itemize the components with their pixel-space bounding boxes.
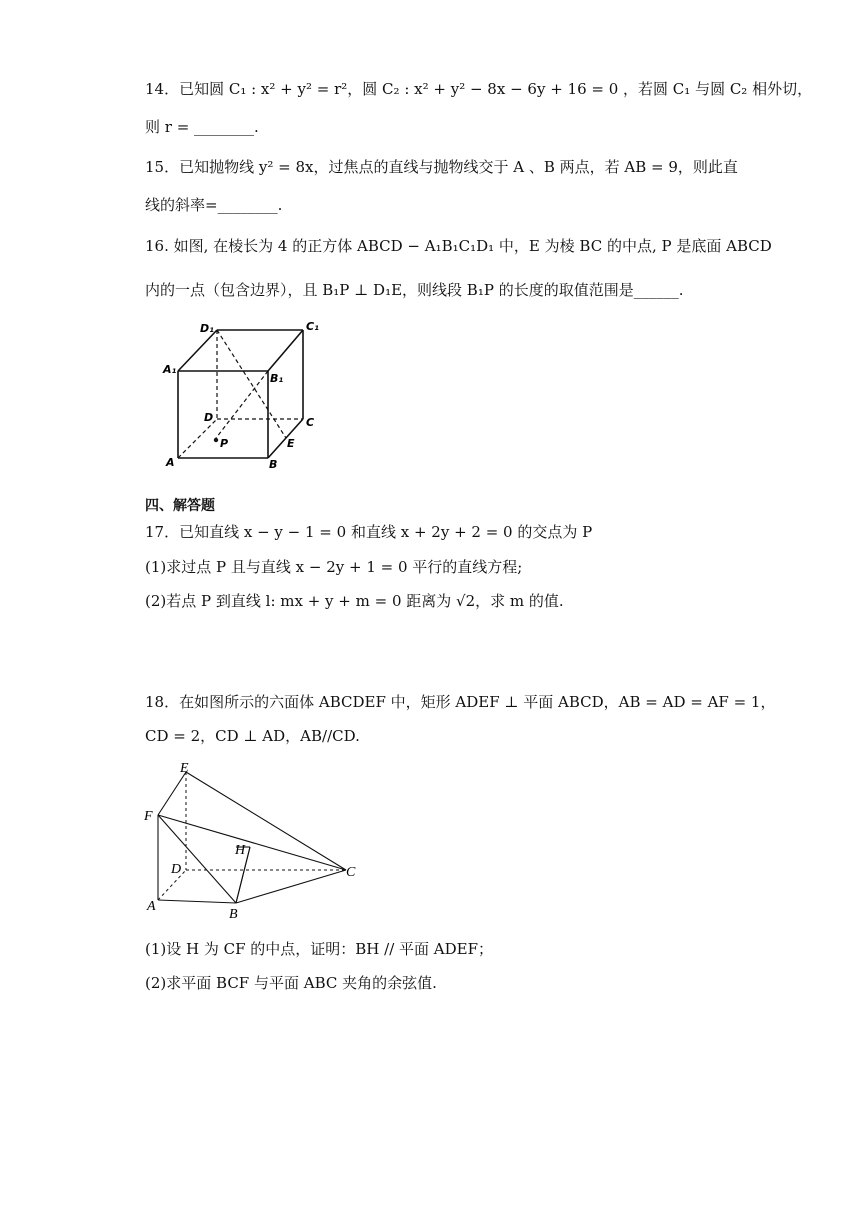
q18-part2: (2)求平面 BCF 与平面 ABC 夹角的余弦值. bbox=[145, 974, 437, 992]
hexahedron-figure bbox=[140, 758, 370, 923]
cube-label-d: D bbox=[204, 411, 214, 424]
q15-line2: 线的斜率=________. bbox=[145, 196, 283, 214]
point-p-marker bbox=[214, 438, 218, 442]
q18-line1: 18．在如图所示的六面体 ABCDEF 中，矩形 ADEF ⊥ 平面 ABCD，AB = AD = AF = 1， bbox=[145, 693, 776, 711]
cube-label-c: C bbox=[306, 416, 315, 429]
hex-label-e: E bbox=[180, 761, 189, 776]
q16-line2: 内的一点（包含边界），且 B₁P ⊥ D₁E，则线段 B₁P 的长度的取值范围是______. bbox=[145, 281, 684, 299]
cube-label-a1: A₁ bbox=[163, 363, 177, 376]
q17-line1: 17．已知直线 x − y − 1 = 0 和直线 x + 2y + 2 = 0 的交点为 P bbox=[145, 523, 593, 541]
cube-label-p: P bbox=[220, 437, 229, 450]
cube-label-e: E bbox=[287, 437, 295, 450]
hex-label-f: F bbox=[144, 809, 153, 824]
hex-label-c: C bbox=[346, 865, 356, 880]
hex-label-b: B bbox=[229, 907, 238, 922]
cube-figure bbox=[160, 318, 330, 478]
q17-line2: (1)求过点 P 且与直线 x − 2y + 1 = 0 平行的直线方程; bbox=[145, 558, 523, 576]
q18-line2: CD = 2，CD ⊥ AD，AB//CD. bbox=[145, 727, 360, 745]
cube-label-a: A bbox=[166, 456, 175, 469]
hex-label-a: A bbox=[147, 899, 156, 914]
hex-label-h: H bbox=[235, 843, 246, 858]
q15-line1: 15．已知抛物线 y² = 8x，过焦点的直线与抛物线交于 A 、B 两点，若 AB = 9，则此直 bbox=[145, 158, 738, 176]
hex-label-d: D bbox=[171, 862, 182, 877]
q16-line1: 16. 如图, 在棱长为 4 的正方体 ABCD − A₁B₁C₁D₁ 中，E 为棱 BC 的中点, P 是底面 ABCD bbox=[145, 237, 772, 255]
cube-label-d1: D₁ bbox=[200, 322, 214, 335]
q14-line1: 14．已知圆 C₁ : x² + y² = r²，圆 C₂ : x² + y² − 8x − 6y + 16 = 0 ，若圆 C₁ 与圆 C₂ 相外切， bbox=[145, 80, 813, 98]
q17-line3: (2)若点 P 到直线 l: mx + y + m = 0 距离为 √2，求 m 的值. bbox=[145, 592, 564, 610]
cube-label-b1: B₁ bbox=[270, 372, 284, 385]
cube-label-c1: C₁ bbox=[306, 320, 319, 333]
section-heading: 四、解答题 bbox=[145, 498, 215, 514]
cube-label-b: B bbox=[269, 458, 278, 471]
q18-part1: (1)设 H 为 CF 的中点，证明：BH // 平面 ADEF； bbox=[145, 940, 494, 958]
q14-line2: 则 r = ________. bbox=[145, 118, 259, 136]
